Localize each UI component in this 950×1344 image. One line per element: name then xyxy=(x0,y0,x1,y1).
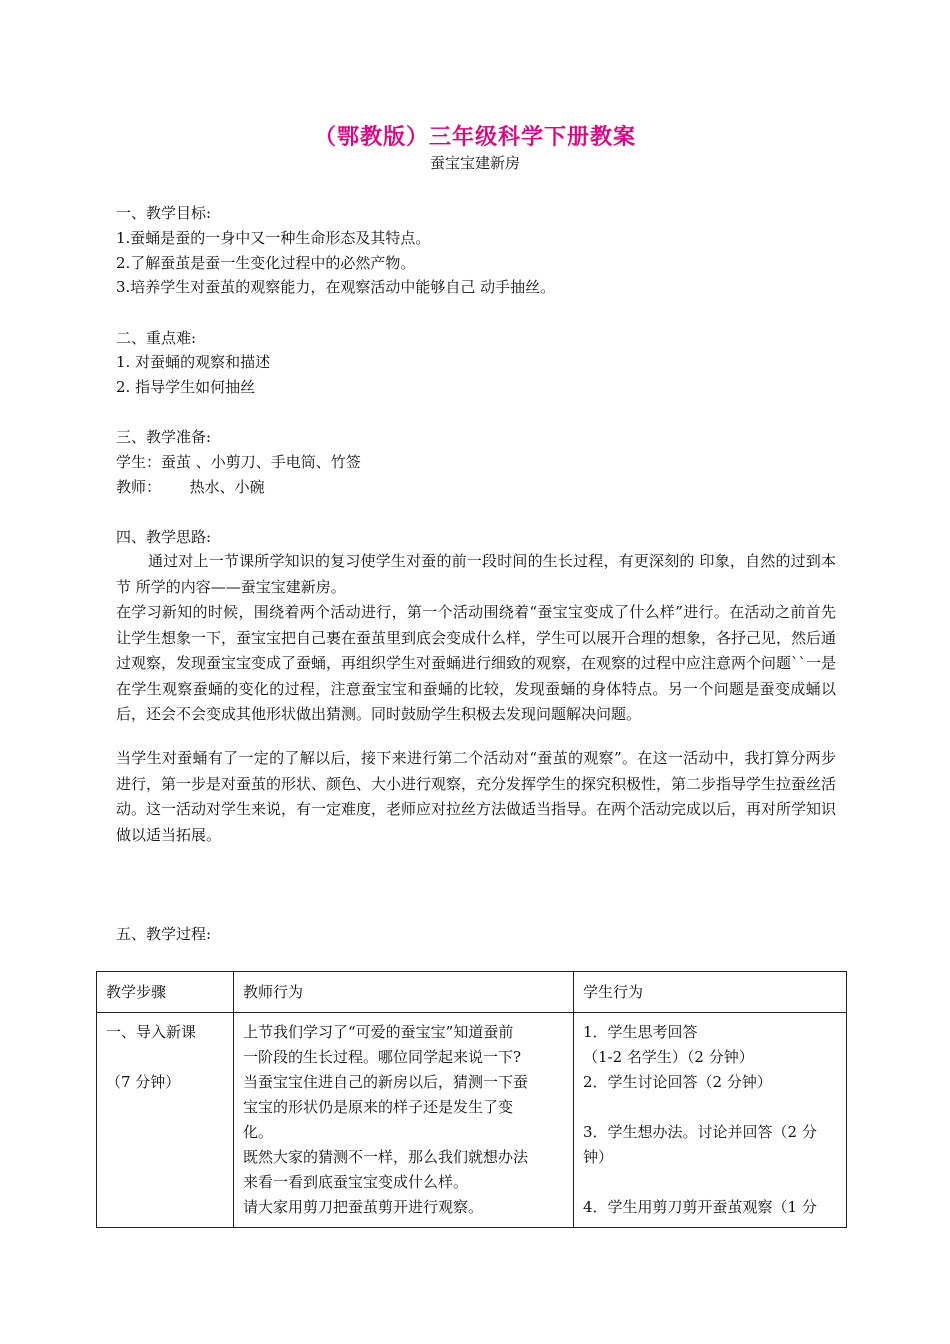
prep-item: 教师： 热水、小碗 xyxy=(116,478,265,496)
student-cell xyxy=(574,1013,847,1228)
process-heading: 五、教学过程: xyxy=(116,925,212,943)
student-line: 1．学生思考回答 xyxy=(583,1023,698,1041)
key-heading: 二、重点难: xyxy=(116,329,197,347)
student-line: 4．学生用剪刀剪开蚕茧观察（1 分 xyxy=(583,1198,817,1216)
step-time: （7 分钟） xyxy=(106,1073,181,1091)
table-row xyxy=(97,1013,847,1228)
prep-heading: 三、教学准备: xyxy=(116,428,212,446)
column-header-student: 学生行为 xyxy=(574,972,847,1013)
document-title: （鄂教版）三年级科学下册教案 xyxy=(313,124,636,150)
document-subtitle: 蚕宝宝建新房 xyxy=(429,154,520,172)
idea-paragraph: 通过对上一节课所学知识的复习使学生对蚕的前一段时间的生长过程，有更深刻的 印象，自然的过到本节 所学的内容——蚕宝宝建新房。 xyxy=(116,552,836,596)
lesson-plan-table xyxy=(96,971,847,1228)
step-name: 一、导入新课 xyxy=(106,1023,197,1041)
key-item: 2. 指导学生如何抽丝 xyxy=(116,378,256,396)
student-line: （1-2 名学生）（2 分钟） xyxy=(583,1048,754,1066)
idea-paragraph: 在学习新知的时候，围绕着两个活动进行，第一个活动围绕着“蚕宝宝变成了什么样”进行。在活动之前首先让学生想象一下，蚕宝宝把自己裹在蚕茧里到底会变成什么样，学生可以展开合理的想象，各抒己见，然后通过观察，发现蚕宝宝变成了蚕蛹，再组织学生对蚕蛹进行细致的观察，在观察的过程中应注意两个问题``一是在学生观察蚕蛹的变化的过程，注意蚕宝宝和蚕蛹的比较，发现蚕蛹的身体特点。另一个问题是蚕变成蛹以后，还会不会变成其他形状做出猜测。同时鼓励学生积极去发现问题解决问题。 xyxy=(116,603,837,723)
step-cell xyxy=(97,1013,234,1228)
idea-heading: 四、教学思路: xyxy=(116,528,212,546)
goal-item: 2.了解蚕茧是蚕一生变化过程中的必然产物。 xyxy=(116,254,416,272)
teacher-cell xyxy=(234,1013,574,1228)
table-header-row xyxy=(97,972,847,1013)
goal-item: 3.培养学生对蚕茧的观察能力，在观察活动中能够自己 动手抽丝。 xyxy=(116,278,556,296)
teacher-line: 宝宝的形状仍是原来的样子还是发生了变 xyxy=(243,1098,514,1116)
key-item: 1. 对蚕蛹的观察和描述 xyxy=(116,353,271,371)
goals-heading: 一、教学目标: xyxy=(116,204,212,222)
column-header-teacher: 教师行为 xyxy=(234,972,574,1013)
column-header-step: 教学步骤 xyxy=(97,972,234,1013)
teacher-line: 既然大家的猜测不一样，那么我们就想办法 xyxy=(243,1148,529,1166)
prep-item: 学生：蚕茧 、小剪刀、手电筒、竹签 xyxy=(116,453,361,471)
student-line: 3．学生想办法。讨论并回答（2 分 xyxy=(583,1123,817,1141)
teacher-line: 化。 xyxy=(243,1123,274,1141)
teacher-line: 当蚕宝宝住进自己的新房以后，猜测一下蚕 xyxy=(243,1073,529,1091)
student-line: 钟） xyxy=(583,1148,614,1166)
goal-item: 1.蚕蛹是蚕的一身中又一种生命形态及其特点。 xyxy=(116,229,431,247)
student-line: 2．学生讨论回答（2 分钟） xyxy=(583,1073,772,1091)
teacher-line: 请大家用剪刀把蚕茧剪开进行观察。 xyxy=(243,1198,484,1216)
teacher-line: 来看一看到底蚕宝宝变成什么样。 xyxy=(243,1173,469,1191)
teacher-line: 上节我们学习了“可爱的蚕宝宝”知道蚕前 xyxy=(243,1023,514,1041)
idea-paragraph: 当学生对蚕蛹有了一定的了解以后，接下来进行第二个活动对“蚕茧的观察”。在这一活动中，我打算分两步进行，第一步是对蚕茧的形状、颜色、大小进行观察，充分发挥学生的探究积极性，第二步指导学生拉蚕丝活动。这一活动对学生来说，有一定难度，老师应对拉丝方法做适当指导。在两个活动完成以后，再对所学知识做以适当拓展。 xyxy=(116,749,837,844)
teacher-line: 一阶段的生长过程。哪位同学起来说一下? xyxy=(243,1048,522,1066)
